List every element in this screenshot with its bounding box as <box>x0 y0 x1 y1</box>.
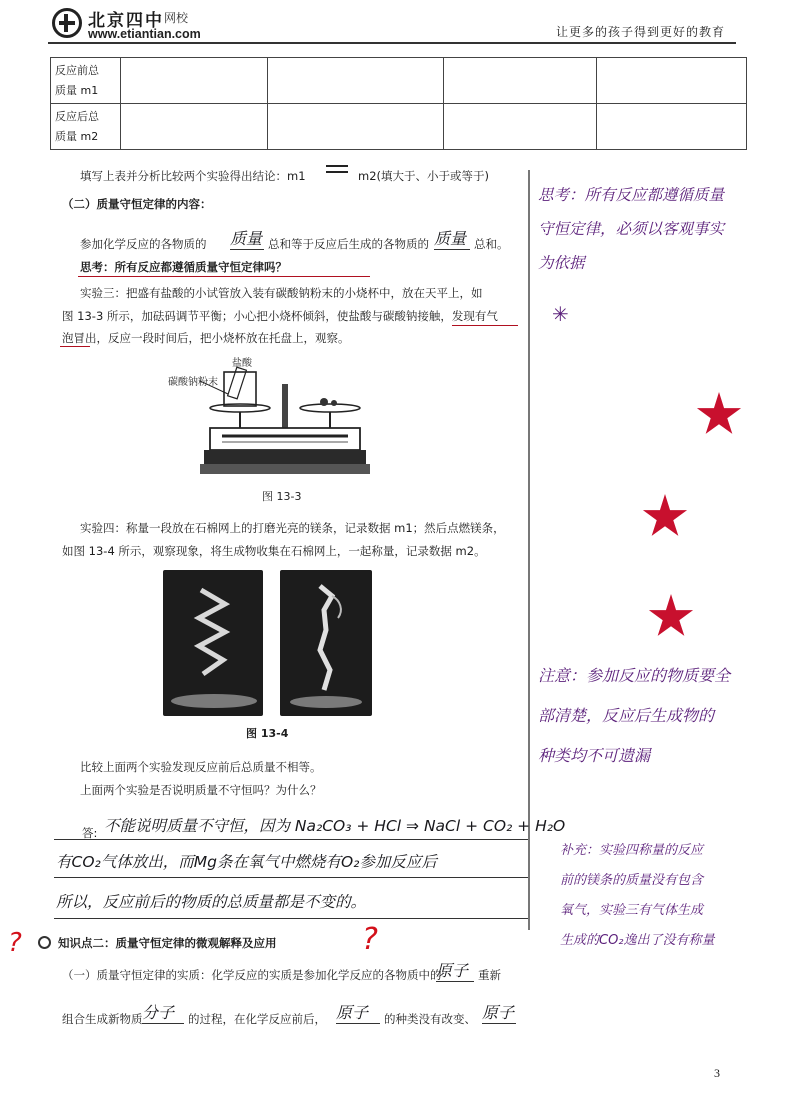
page-number: 3 <box>714 1066 720 1080</box>
slogan: 让更多的孩子得到更好的教育 <box>556 25 726 39</box>
kp2-text: （一）质量守恒定律的实质：化学反应的实质是参加化学反应的各物质中的 <box>62 968 442 982</box>
answer-rule <box>54 918 528 919</box>
row-label-line: 反应后总 <box>55 109 99 123</box>
table-cell <box>597 58 747 104</box>
red-underline <box>60 346 90 347</box>
handwritten-answer: 分子 <box>142 1003 184 1024</box>
law-text: 参加化学反应的各物质的 <box>80 237 207 251</box>
red-underline <box>452 325 518 326</box>
answer-rule <box>54 839 528 840</box>
margin-note-line: 部清楚，反应后生成物的 <box>538 706 715 725</box>
asbestos-net <box>290 696 362 708</box>
margin-note-line: 补充：实验四称量的反应 <box>560 843 704 858</box>
question-text: 上面两个实验是否说明质量不守恒吗？为什么？ <box>80 783 322 797</box>
equal-sign-mark <box>326 165 348 173</box>
kp2-text: 的过程，在化学反应前后， <box>188 1012 326 1026</box>
fill-intro: 填写上表并分析比较两个实验得出结论：m1 <box>80 169 306 183</box>
handwritten-answer: 质量 <box>434 229 470 250</box>
mass-table <box>50 57 747 150</box>
question-mark-annotation: ? <box>362 922 378 957</box>
table-row <box>51 104 747 150</box>
kp2-title: 知识点二：质量守恒定律的微观解释及应用 <box>58 936 277 950</box>
row-label-line: 反应前总 <box>55 63 99 77</box>
row-label-line: 质量 m1 <box>55 83 99 97</box>
asterisk-mark-icon: ✳ <box>552 302 569 326</box>
figure-caption: 图 13-4 <box>246 727 289 740</box>
table-cell <box>121 58 268 104</box>
handwritten-answer-line: 不能说明质量不守恒，因为 Na₂CO₃ + HCl ⇒ NaCl + CO₂ + H₂O <box>104 817 566 835</box>
table-cell <box>444 104 597 150</box>
margin-note-think <box>538 178 778 280</box>
row-label-line: 质量 m2 <box>55 129 99 143</box>
brand-name: 北京四中 <box>88 11 164 31</box>
burning-ribbon-icon <box>280 570 372 716</box>
answer-label: 答: <box>82 826 98 840</box>
bullet-circle-icon <box>38 936 51 949</box>
table-cell <box>268 104 444 150</box>
kp2-text: 组合生成新物质 <box>62 1012 143 1026</box>
logo-seal-icon <box>52 8 82 38</box>
header-rule <box>48 42 736 44</box>
answer-rule <box>54 877 528 878</box>
handwritten-answer: 原子 <box>336 1003 380 1024</box>
table-cell <box>444 58 597 104</box>
brand-suffix: 网校 <box>164 11 189 25</box>
table-cell <box>597 104 747 150</box>
margin-note-supplement <box>560 836 784 956</box>
exp4-text: 实验四：称量一段放在石棉网上的打磨光亮的镁条，记录数据 m1；然后点燃镁条， <box>80 521 505 535</box>
margin-note-line: 注意：参加反应的物质要全 <box>538 666 731 685</box>
handwritten-answer-line: 有CO₂气体放出，而Mg条在氧气中燃烧有O₂参加反应后 <box>56 853 437 871</box>
handwritten-answer: 原子 <box>482 1003 515 1022</box>
fig-label-acid: 盐酸 <box>232 358 252 369</box>
fill-tail: m2(填大于、小于或等于) <box>358 169 489 183</box>
margin-note-line: 思考：所有反应都遵循质量 <box>538 186 725 204</box>
fig-label-powder: 碳酸钠粉末 <box>168 377 218 388</box>
star-icon <box>648 594 694 640</box>
section-title: （二）质量守恒定律的内容： <box>62 197 212 211</box>
table-row <box>51 58 747 104</box>
table-cell <box>268 58 444 104</box>
exp3-text: 图 13-3 所示，加砝码调节平衡；小心把小烧杯倾斜，使盐酸与碳酸钠接触，发现有气 <box>62 309 498 323</box>
handwritten-answer: 原子 <box>436 961 474 982</box>
exp4-text: 如图 13-4 所示，观察现象，将生成物收集在石棉网上，一起称量，记录数据 m2。 <box>62 544 486 558</box>
margin-note-line: 前的镁条的质量没有包含 <box>560 873 704 888</box>
red-underline <box>78 276 370 277</box>
asbestos-net <box>171 694 257 708</box>
handwritten-answer: 质量 <box>230 229 263 248</box>
question-mark-annotation: ? <box>8 928 22 958</box>
table-cell <box>121 104 268 150</box>
margin-note-line: 生成的CO₂逸出了没有称量 <box>560 933 715 948</box>
balance-illustration <box>200 366 370 484</box>
margin-note-attention <box>538 656 782 776</box>
kp2-text: 重新 <box>478 968 501 982</box>
magnesium-photo-after <box>280 570 372 716</box>
magnesium-photo-before <box>163 570 263 716</box>
exp3-text: 实验三：把盛有盐酸的小试管放入装有碳酸钠粉末的小烧杯中，放在天平上，如 <box>80 286 483 300</box>
margin-note-line: 守恒定律，必须以客观事实 <box>538 220 725 238</box>
law-text: 总和。 <box>474 237 509 251</box>
margin-note-line: 为依据 <box>538 254 585 272</box>
exp3-text: 泡冒出，反应一段时间后，把小烧杯放在托盘上，观察。 <box>62 331 350 345</box>
row-label <box>51 104 121 150</box>
margin-note-line: 种类均不可遗漏 <box>538 746 651 765</box>
think-question: 思考：所有反应都遵循质量守恒定律吗？ <box>80 260 287 274</box>
margin-note-line: 氧气，实验三有气体生成 <box>560 903 704 918</box>
kp2-text: 的种类没有改变、 <box>384 1012 476 1026</box>
compare-text: 比较上面两个实验发现反应前后总质量不相等。 <box>80 760 322 774</box>
star-icon <box>696 392 742 438</box>
law-text: 总和等于反应后生成的各物质的 <box>268 237 429 251</box>
row-label <box>51 58 121 104</box>
star-icon <box>642 494 688 540</box>
figure-caption: 图 13-3 <box>262 490 302 503</box>
handwritten-answer-line: 所以，反应前后的物质的总质量都是不变的。 <box>56 893 367 911</box>
brand-url: www.etiantian.com <box>88 27 201 41</box>
